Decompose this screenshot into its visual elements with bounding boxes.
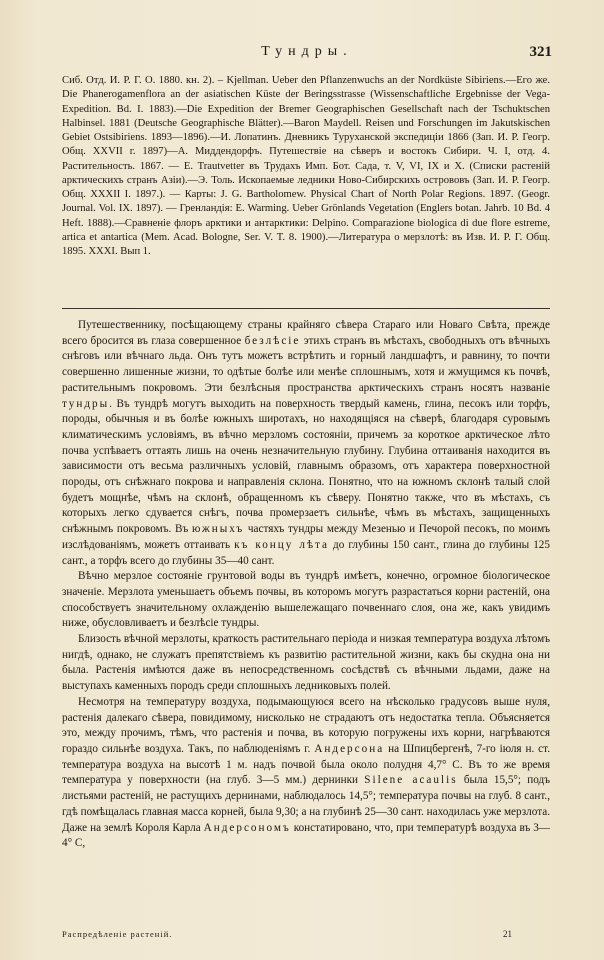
paragraph-text: Несмотря на температуру воздуха, подымающуюся всего на нѣсколько градусовъ выше нуля, растенія далекаго сѣвера, повидимому, нисколько не страдаютъ отъ недостатка тепла. Объясняется это, между прочимъ, тѣмъ, что растенія и почва, въ которую погружены ихъ корни, нагрѣваются гораздо сильнѣе воздуха. Такъ, по наблюденіямъ г.	[62, 695, 550, 755]
paragraph-text: до глубины 150 сант., глина до глубины 125 сант., а торфъ всего до глубины 35—40 сант.	[62, 538, 550, 567]
bibliography-block: Сиб. Отд. И. Р. Г. О. 1880. кн. 2). – Kjellman. Ueber den Pflanzenwuchs an der Nordküste Sibiriens.—Его же. Die Phanerogamenflora an der asiatischen Küste der Beringsstrasse (Wissenschaftliche Ergebnisse der Vega-Expedition. Bd. I. 1883).—Die Expedition der Bremer Geographischen Gesellschaft nach der Tschuktschen Halbinsel. 1881 (Deutsche Geographische Blätter).—Baron Maydell. Reisen und Forschungen im Jakutskischen Gebiet Ostsibiriens. 1893—1896).—И. Лопатинъ. Дневникъ Туруханской экспедиціи 1866 (Зап. И. Р. Геогр. Общ. XXVII г. 1897)—А. Миддендорфъ. Путешествіе на сѣверъ и востокъ Сибири. Ч. I, отд. 4. Растительность. 1867. — E. Trautvetter въ Трудахъ Имп. Бот. Сада, т. V, VI, IX и X. (Списки растеній арктическихъ странъ Азіи).—Э. Толь. Ископаемые ледники Ново-Сибирскихъ острововъ (Зап. И. Р. Геогр. Общ. XXXII I. 1897.). — Карты: J. G. Bartholomew. Physical Chart of North Polar Regions. 1897. (Geogr. Journal. Vol. IX. 1897). — Гренландія: E. Warming. Ueber Grönlands Vegetation (Englers botan. Jahrb. 10 Bd. 4 Heft. 1888).—Сравненіе флоръ арктики и антарктики: Delpino. Comparazione biologica di due flore estreme, artica et antartica (Mem. Acad. Bologne, Ser. V. T. 8. 1900).—Литература о мерзлотѣ: въ Изв. И. Р. Г. Общ. 1895. XXXI. Вып 1.	[62, 75, 550, 257]
paragraph	[62, 569, 550, 632]
sheet-mark: 21	[503, 929, 512, 939]
signature-mark: Распредѣленіе растеній.	[62, 929, 173, 939]
emphasized-text: Андерсономъ	[203, 821, 291, 834]
emphasized-text: Андерсона	[314, 742, 385, 755]
paragraph-text: на Шпицбергенѣ, 7-го іюля н. ст. температура воздуха на высотѣ 1 м. надъ почвой была около полудня 4,7° С. Въ то же время температура у поверхности (на глуб. 3—5 мм.) дернинки	[62, 742, 550, 787]
emphasized-text: Silene acaulis	[364, 774, 458, 787]
page-number: 321	[529, 44, 552, 60]
paragraph-text: Путешественнику, посѣщающему страны крайняго сѣвера Стараго или Новаго Свѣта, прежде всего бросится въ глаза совершенное	[62, 319, 550, 347]
page-header	[62, 44, 552, 66]
running-title: Тундры.	[261, 44, 353, 59]
page-footer	[62, 929, 550, 945]
body-text	[62, 318, 550, 852]
section-divider	[62, 308, 550, 309]
paragraph-text: была 15,5°; подъ листьями растеній, не растущихъ дернинами, наблюдалось 14,5°; температура почвы на глуб. 8 сант., гдѣ помѣщалась главная масса корней, была 9,30; а на глубинѣ 25—30 сант. находилась уже мерзлота. Даже на землѣ Короля Карла	[62, 774, 551, 834]
emphasized-text: тундры	[62, 397, 110, 410]
emphasized-text: южныхъ	[191, 523, 245, 536]
paragraph	[62, 695, 550, 852]
emphasized-text: къ концу лѣта	[234, 538, 330, 551]
paragraph-text: Вѣчно мерзлое состояніе грунтовой воды въ тундрѣ имѣетъ, конечно, огромное біологическое значеніе. Мерзлота уменьшаетъ объемъ почвы, въ которомъ могутъ разрастаться корни растеній, она способствуетъ значительному охлажденію вышележащаго почвеннаго слоя, она же, какъ увидимъ ниже, обусловливаетъ и безлѣсіе тундры.	[62, 570, 550, 630]
paragraph	[62, 318, 550, 569]
paragraph	[62, 632, 550, 695]
paragraph-text: констатировано, что, при температурѣ воздуха въ 3—4° С,	[62, 821, 550, 850]
emphasized-text: безлѣсіе	[244, 334, 301, 347]
paragraph-text: этихъ странъ въ мѣстахъ, свободныхъ отъ вѣчныхъ снѣговъ или вѣчнаго льда. Онъ тутъ можетъ встрѣтить и горный ландшафтъ, и равнину, то почти совершенно лишенные жизни, то одѣтые болѣе или менѣе сплошнымъ, хотя и жмущимся къ почвѣ, растительнымъ покровомъ. Эти безлѣсныя пространства арктическихъ странъ носятъ названіе	[62, 334, 550, 394]
paragraph-text: Близость вѣчной мерзлоты, краткость растительнаго періода и низкая температура воздуха лѣтомъ нигдѣ, однако, не служатъ препятствіемъ къ развитію растительной жизни, какъ бы скудна она ни была. Растенія имѣются даже въ непосредственномъ сосѣдствѣ съ вѣчными льдами, даже на выступахъ каменныхъ породъ среди сплошныхъ ледниковыхъ полей.	[62, 633, 550, 693]
paragraph-text: частяхъ тундры между Мезенью и Печорой песокъ, по моимъ изслѣдованіямъ, можетъ оттаивать	[62, 523, 550, 551]
paragraph-text: . Въ тундрѣ могутъ выходить на поверхность твердый камень, глина, песокъ или торфъ, породы, обычныя и въ болѣе южныхъ широтахъ, но находящіяся на сѣверѣ, благодаря суровымъ климатическимъ условіямъ, въ вѣчно мерзломъ состояніи, причемъ за короткое арктическое лѣто почва успѣваетъ оттаять лишь на очень незначительную глубину. Глубина оттаиванія находится въ зависимости отъ весьма различныхъ условій, главнымъ образомъ, отъ характера поверхностной породы, отъ снѣжнаго покрова и направленія склона. Понятно, что на южномъ склонѣ талый слой будетъ мощнѣе, чѣмъ на склонѣ, обращенномъ къ сѣверу. Понятно также, что въ мѣстахъ, съ которыхъ легко сдувается снѣгъ, почва промерзаетъ сильнѣе, чѣмъ въ мѣстахъ, защищенныхъ снѣжнымъ покровомъ. Въ	[62, 397, 550, 536]
